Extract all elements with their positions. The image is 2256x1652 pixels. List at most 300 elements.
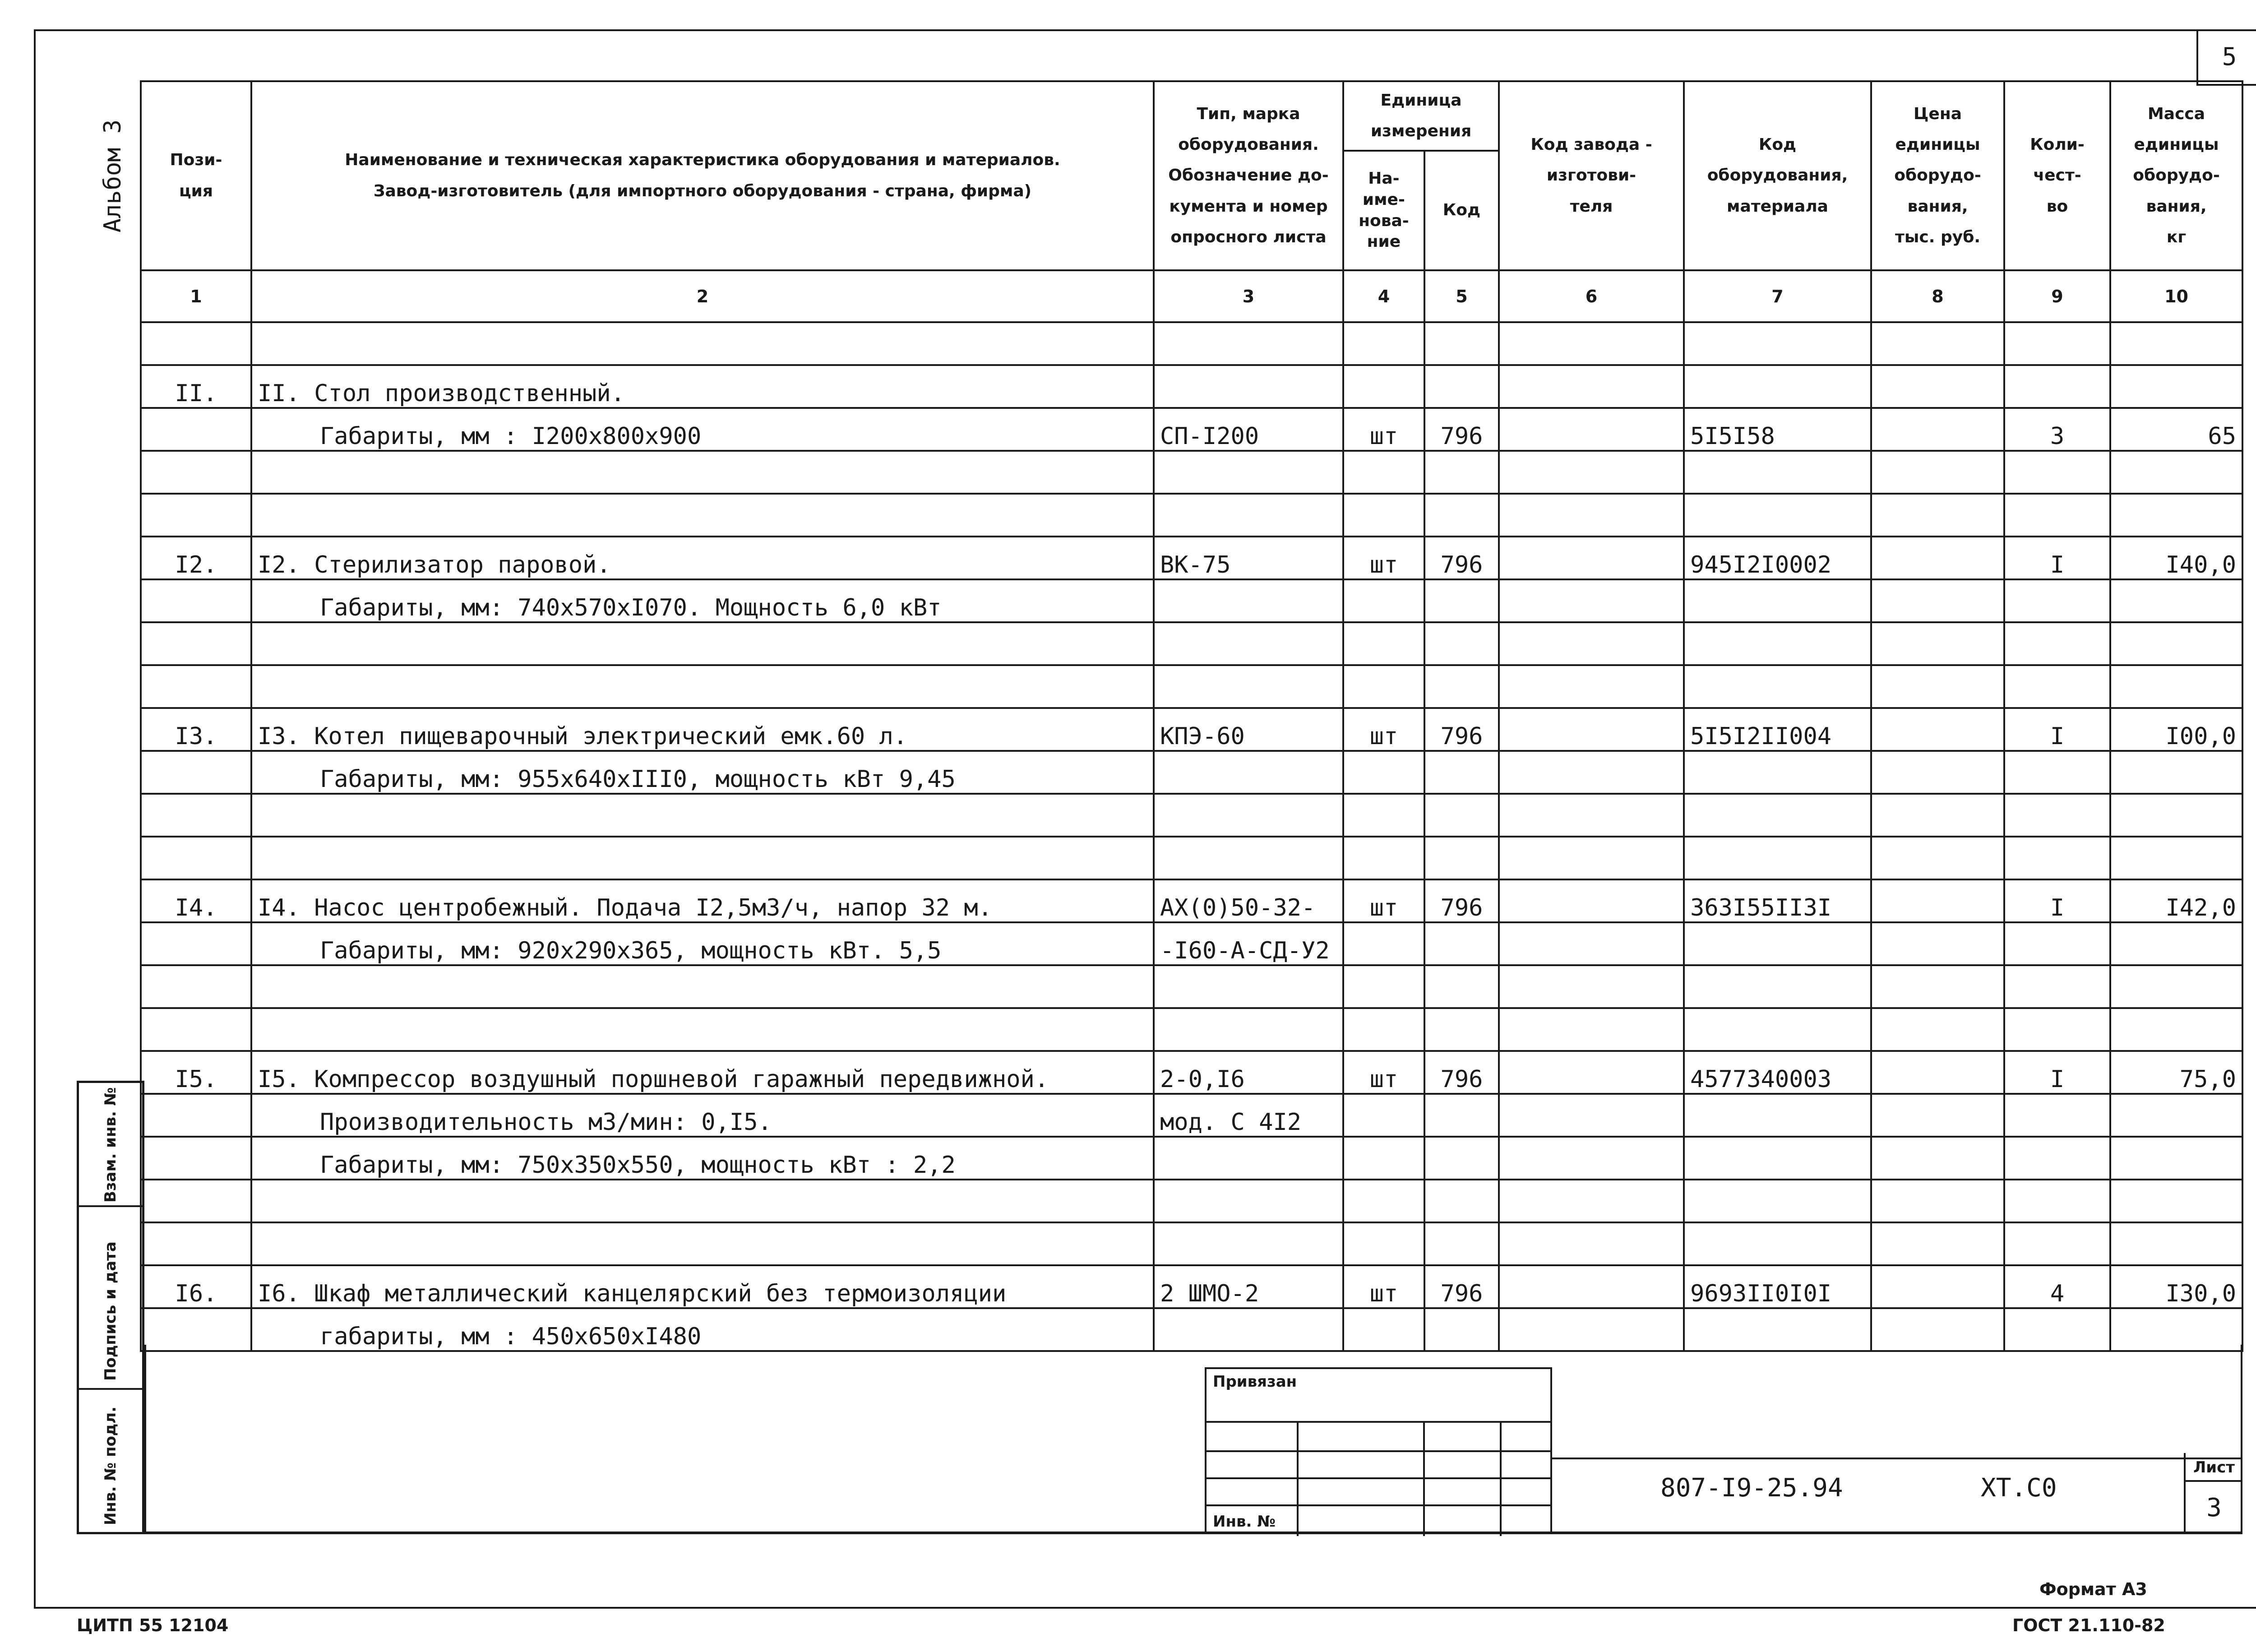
cell-type	[1154, 365, 1343, 408]
cell-unit	[1343, 794, 1424, 837]
cell-factory-code	[1499, 794, 1684, 837]
cell-material-code	[1684, 451, 1871, 494]
cell-mass	[2110, 365, 2242, 408]
h-c7-line: Код	[1758, 135, 1797, 154]
album-label	[86, 108, 140, 244]
cell-position: I4.	[141, 879, 251, 922]
cell-type	[1154, 1180, 1343, 1222]
cell-material-code	[1684, 965, 1871, 1008]
footer-gost: ГОСТ 21.110-82	[2012, 1615, 2165, 1635]
header-price	[1871, 81, 2004, 270]
cell-unit: шт	[1343, 537, 1424, 579]
cell-factory-code	[1499, 922, 1684, 965]
h-c8-line: тыс. руб.	[1895, 228, 1981, 247]
cell-unit-code	[1424, 1137, 1499, 1180]
cell-quantity: I	[2004, 537, 2110, 579]
cell-unit-code	[1424, 794, 1499, 837]
cell-mass	[2110, 1180, 2242, 1222]
cell-type	[1154, 751, 1343, 794]
cell-quantity	[2004, 922, 2110, 965]
table-row	[141, 451, 2242, 494]
table-row	[141, 579, 2242, 622]
cell-name	[251, 665, 1154, 708]
table-row	[141, 1137, 2242, 1180]
cell-quantity	[2004, 837, 2110, 879]
cell-unit-code	[1424, 751, 1499, 794]
header-unit-code: Код	[1442, 201, 1481, 220]
cell-mass	[2110, 579, 2242, 622]
table-row	[141, 1180, 2242, 1222]
cell-factory-code	[1499, 622, 1684, 665]
cell-mass: 75,0	[2110, 1051, 2242, 1094]
table-row	[141, 794, 2242, 837]
cell-material-code	[1684, 1222, 1871, 1265]
cell-position	[141, 579, 251, 622]
cell-price	[1871, 408, 2004, 451]
cell-position	[141, 794, 251, 837]
side-label-original: Инв. № подл.	[102, 1406, 120, 1525]
cell-material-code	[1684, 1008, 1871, 1051]
cell-name	[251, 1180, 1154, 1222]
cell-unit	[1343, 322, 1424, 365]
table-row	[141, 922, 2242, 965]
cell-position: I3.	[141, 708, 251, 751]
cell-unit	[1343, 1222, 1424, 1265]
cell-unit-code	[1424, 965, 1499, 1008]
cell-factory-code	[1499, 322, 1684, 365]
cell-mass	[2110, 451, 2242, 494]
h-c4-line: име-	[1362, 190, 1405, 209]
cell-name: габариты, мм : 450x650xI480	[251, 1308, 1154, 1351]
cell-position	[141, 837, 251, 879]
cell-quantity	[2004, 1137, 2110, 1180]
cell-mass: 65	[2110, 408, 2242, 451]
cell-unit: шт	[1343, 408, 1424, 451]
cell-type	[1154, 322, 1343, 365]
cell-material-code	[1684, 365, 1871, 408]
cell-position	[141, 665, 251, 708]
header-material-code	[1684, 81, 1871, 270]
cell-unit-code: 796	[1424, 408, 1499, 451]
column-number: 8	[1871, 270, 2004, 322]
cell-type	[1154, 1222, 1343, 1265]
cell-name: Габариты, мм: 920x290x365, мощность кВт. 5,5	[251, 922, 1154, 965]
h-c10-line: единицы	[2134, 135, 2219, 154]
cell-price	[1871, 1094, 2004, 1137]
cell-material-code	[1684, 922, 1871, 965]
cell-factory-code	[1499, 1051, 1684, 1094]
cell-factory-code	[1499, 879, 1684, 922]
header-quantity	[2004, 81, 2110, 270]
cell-mass	[2110, 1094, 2242, 1137]
cell-material-code: 4577340003	[1684, 1051, 1871, 1094]
cell-unit	[1343, 1094, 1424, 1137]
table-row	[141, 965, 2242, 1008]
cell-unit	[1343, 751, 1424, 794]
cell-name	[251, 494, 1154, 537]
cell-name	[251, 837, 1154, 879]
inventory-label: Инв. №	[1213, 1513, 1276, 1531]
h-c8-line: оборудо-	[1894, 166, 1981, 185]
cell-unit-code	[1424, 622, 1499, 665]
cell-factory-code	[1499, 837, 1684, 879]
table-row	[141, 751, 2242, 794]
table-row	[141, 322, 2242, 365]
cell-mass	[2110, 922, 2242, 965]
cell-material-code	[1684, 794, 1871, 837]
format-label: Формат А3	[2039, 1579, 2147, 1599]
header-position	[141, 81, 251, 270]
cell-unit: шт	[1343, 1265, 1424, 1308]
cell-price	[1871, 1008, 2004, 1051]
cell-material-code	[1684, 837, 1871, 879]
cell-quantity	[2004, 665, 2110, 708]
table-row	[141, 837, 2242, 879]
cell-mass	[2110, 751, 2242, 794]
cell-name: Производительность м3/мин: 0,I5.	[251, 1094, 1154, 1137]
cell-price	[1871, 365, 2004, 408]
cell-factory-code	[1499, 451, 1684, 494]
cell-quantity: I	[2004, 879, 2110, 922]
bottom-frame	[144, 1345, 2242, 1534]
header-type	[1154, 81, 1343, 270]
cell-position	[141, 922, 251, 965]
table-row	[141, 1008, 2242, 1051]
cell-position	[141, 1008, 251, 1051]
cell-unit-code	[1424, 922, 1499, 965]
cell-unit-code	[1424, 1222, 1499, 1265]
cell-mass: I42,0	[2110, 879, 2242, 922]
h-c7-line: материала	[1727, 197, 1828, 216]
h-c8-line: Цена	[1914, 104, 1962, 123]
cell-unit	[1343, 1008, 1424, 1051]
cell-mass	[2110, 965, 2242, 1008]
cell-unit-code	[1424, 1180, 1499, 1222]
cell-position: I6.	[141, 1265, 251, 1308]
table-row	[141, 1222, 2242, 1265]
document-section: ХТ.С0	[1981, 1473, 2057, 1503]
cell-type: ВК-75	[1154, 537, 1343, 579]
h-c4-line: нова-	[1359, 211, 1409, 230]
cell-unit-code: 796	[1424, 1265, 1499, 1308]
cell-position	[141, 1137, 251, 1180]
cell-type	[1154, 1008, 1343, 1051]
cell-factory-code	[1499, 1137, 1684, 1180]
cell-quantity: I	[2004, 708, 2110, 751]
cell-material-code	[1684, 494, 1871, 537]
cell-position	[141, 965, 251, 1008]
cell-type	[1154, 451, 1343, 494]
cell-type: 2-0,I6	[1154, 1051, 1343, 1094]
cell-name	[251, 1222, 1154, 1265]
cell-quantity	[2004, 494, 2110, 537]
cell-price	[1871, 579, 2004, 622]
h-c4g-line: измерения	[1370, 122, 1472, 140]
cell-position: II.	[141, 365, 251, 408]
cell-price	[1871, 794, 2004, 837]
cell-position: I5.	[141, 1051, 251, 1094]
cell-quantity	[2004, 1180, 2110, 1222]
cell-type: мод. С 4I2	[1154, 1094, 1343, 1137]
cell-type	[1154, 965, 1343, 1008]
cell-position	[141, 451, 251, 494]
cell-name	[251, 322, 1154, 365]
side-cell-signature	[79, 1207, 142, 1390]
cell-factory-code	[1499, 965, 1684, 1008]
h-c3-line: Тип, марка	[1197, 104, 1300, 123]
cell-name: II. Стол производственный.	[251, 365, 1154, 408]
cell-position	[141, 751, 251, 794]
h-c8-line: вания,	[1907, 197, 1968, 216]
cell-unit	[1343, 494, 1424, 537]
h-c3-line: оборудования.	[1178, 135, 1319, 154]
document-code: 807-I9-25.94	[1660, 1473, 1843, 1503]
column-number: 7	[1684, 270, 1871, 322]
h-c6-line: теля	[1570, 197, 1613, 216]
cell-type: -I60-А-СД-У2	[1154, 922, 1343, 965]
cell-material-code	[1684, 579, 1871, 622]
sheet-label: Лист	[2186, 1453, 2242, 1482]
cell-mass	[2110, 794, 2242, 837]
cell-price	[1871, 1137, 2004, 1180]
cell-position: I2.	[141, 537, 251, 579]
column-number: 6	[1499, 270, 1684, 322]
cell-price	[1871, 837, 2004, 879]
cell-mass	[2110, 322, 2242, 365]
header-unit-title	[1344, 82, 1498, 152]
cell-quantity	[2004, 1222, 2110, 1265]
cell-factory-code	[1499, 1008, 1684, 1051]
page-number: 5	[2196, 29, 2256, 86]
cell-position	[141, 1222, 251, 1265]
cell-factory-code	[1499, 1265, 1684, 1308]
table-row	[141, 665, 2242, 708]
cell-type	[1154, 1137, 1343, 1180]
cell-unit-code	[1424, 494, 1499, 537]
cell-price	[1871, 965, 2004, 1008]
sheet-box	[2184, 1453, 2242, 1534]
cell-price	[1871, 1180, 2004, 1222]
table-row	[141, 1265, 2242, 1308]
cell-mass	[2110, 1222, 2242, 1265]
h-c10-line: кг	[2166, 228, 2187, 247]
cell-unit	[1343, 837, 1424, 879]
cell-mass	[2110, 494, 2242, 537]
cell-name: Габариты, мм: 740x570xI070. Мощность 6,0 кВт	[251, 579, 1154, 622]
cell-name: I2. Стерилизатор паровой.	[251, 537, 1154, 579]
sheet-number: 3	[2206, 1493, 2222, 1522]
cell-price	[1871, 665, 2004, 708]
cell-unit-code	[1424, 665, 1499, 708]
cell-quantity	[2004, 794, 2110, 837]
cell-material-code	[1684, 1094, 1871, 1137]
cell-price	[1871, 708, 2004, 751]
h-c2-line: Наименование и техническая характеристика оборудования и материалов.	[345, 151, 1060, 170]
column-number: 2	[251, 270, 1154, 322]
cell-quantity	[2004, 1008, 2110, 1051]
cell-unit-code: 796	[1424, 879, 1499, 922]
cell-material-code: 5I5I2II004	[1684, 708, 1871, 751]
cell-quantity	[2004, 965, 2110, 1008]
cell-name: Габариты, мм: 955x640xIII0, мощность кВт 9,45	[251, 751, 1154, 794]
cell-name	[251, 794, 1154, 837]
cell-type	[1154, 794, 1343, 837]
cell-quantity	[2004, 579, 2110, 622]
cell-unit	[1343, 579, 1424, 622]
h-c9-line: чест-	[2033, 166, 2081, 185]
cell-type	[1154, 494, 1343, 537]
cell-mass: I40,0	[2110, 537, 2242, 579]
cell-quantity	[2004, 365, 2110, 408]
cell-quantity: 3	[2004, 408, 2110, 451]
cell-unit-code	[1424, 322, 1499, 365]
cell-price	[1871, 1051, 2004, 1094]
footer-code: ЦИТП 55 12104	[77, 1615, 229, 1635]
table-row	[141, 1051, 2242, 1094]
cell-quantity	[2004, 322, 2110, 365]
h-c10-line: вания,	[2146, 197, 2207, 216]
cell-mass	[2110, 622, 2242, 665]
table-body	[141, 270, 2242, 1351]
cell-quantity	[2004, 622, 2110, 665]
column-number: 9	[2004, 270, 2110, 322]
linked-label: Привязан	[1213, 1373, 1297, 1391]
cell-price	[1871, 451, 2004, 494]
h-c4-line: На-	[1368, 169, 1400, 188]
cell-unit	[1343, 965, 1424, 1008]
cell-unit	[1343, 622, 1424, 665]
cell-name: I5. Компрессор воздушный поршневой гаражный передвижной.	[251, 1051, 1154, 1094]
column-number: 10	[2110, 270, 2242, 322]
cell-price	[1871, 322, 2004, 365]
table-row	[141, 537, 2242, 579]
cell-type	[1154, 579, 1343, 622]
h-c10-line: оборудо-	[2133, 166, 2220, 185]
header-unit-name	[1344, 152, 1425, 269]
cell-mass	[2110, 1137, 2242, 1180]
cell-price	[1871, 922, 2004, 965]
cell-price	[1871, 751, 2004, 794]
cell-unit: шт	[1343, 1051, 1424, 1094]
h-c9-line: Коли-	[2030, 135, 2085, 154]
cell-factory-code	[1499, 1222, 1684, 1265]
cell-mass	[2110, 837, 2242, 879]
cell-factory-code	[1499, 365, 1684, 408]
column-number: 1	[141, 270, 251, 322]
cell-unit	[1343, 1180, 1424, 1222]
cell-material-code	[1684, 1180, 1871, 1222]
cell-mass	[2110, 1008, 2242, 1051]
cell-price	[1871, 494, 2004, 537]
cell-quantity	[2004, 751, 2110, 794]
column-number-row	[141, 270, 2242, 322]
h-c3-line: Обозначение до-	[1168, 166, 1329, 185]
cell-name	[251, 622, 1154, 665]
header-row	[141, 81, 2242, 270]
h-c3-line: кумента и номер	[1169, 197, 1328, 216]
cell-quantity: I	[2004, 1051, 2110, 1094]
h-c1-line: Пози-	[170, 151, 222, 170]
cell-material-code: 363I55II3I	[1684, 879, 1871, 922]
cell-material-code	[1684, 665, 1871, 708]
cell-type: СП-I200	[1154, 408, 1343, 451]
cell-factory-code	[1499, 708, 1684, 751]
cell-position	[141, 322, 251, 365]
cell-unit-code: 796	[1424, 537, 1499, 579]
cell-type: АХ(0)50-32-	[1154, 879, 1343, 922]
cell-unit	[1343, 665, 1424, 708]
h-c1-line: ция	[179, 181, 213, 200]
table-row	[141, 622, 2242, 665]
header-unit-group	[1343, 81, 1499, 270]
cell-price	[1871, 1265, 2004, 1308]
side-label-signature: Подпись и дата	[102, 1241, 120, 1381]
table-row	[141, 494, 2242, 537]
header-factory-code	[1499, 81, 1684, 270]
cell-factory-code	[1499, 1180, 1684, 1222]
h-c6-line: изготови-	[1546, 166, 1637, 185]
cell-type	[1154, 837, 1343, 879]
cell-material-code	[1684, 622, 1871, 665]
cell-name: I3. Котел пищеварочный электрический емк.60 л.	[251, 708, 1154, 751]
title-block-divider	[1552, 1458, 2242, 1459]
cell-material-code: 9693II0I0I	[1684, 1265, 1871, 1308]
column-number: 4	[1343, 270, 1424, 322]
h-c6-line: Код завода -	[1530, 135, 1652, 154]
cell-position	[141, 1094, 251, 1137]
h-c2-line: Завод-изготовитель (для импортного оборудования - страна, фирма)	[373, 181, 1032, 200]
table-row	[141, 408, 2242, 451]
table-row	[141, 1094, 2242, 1137]
cell-unit-code	[1424, 451, 1499, 494]
cell-name	[251, 965, 1154, 1008]
table-row	[141, 879, 2242, 922]
cell-material-code: 945I2I0002	[1684, 537, 1871, 579]
cell-factory-code	[1499, 408, 1684, 451]
cell-unit	[1343, 922, 1424, 965]
cell-price	[1871, 879, 2004, 922]
cell-factory-code	[1499, 494, 1684, 537]
h-c10-line: Масса	[2147, 104, 2205, 123]
h-c9-line: во	[2046, 197, 2068, 216]
cell-position	[141, 1180, 251, 1222]
cell-unit-code	[1424, 1094, 1499, 1137]
h-c8-line: единицы	[1895, 135, 1980, 154]
cell-price	[1871, 622, 2004, 665]
cell-quantity: 4	[2004, 1265, 2110, 1308]
cell-price	[1871, 1222, 2004, 1265]
album-text: Альбом 3	[99, 119, 126, 233]
cell-quantity	[2004, 1094, 2110, 1137]
cell-material-code	[1684, 1137, 1871, 1180]
cell-type: 2 ШМО-2	[1154, 1265, 1343, 1308]
header-name	[251, 81, 1154, 270]
cell-unit-code: 796	[1424, 1051, 1499, 1094]
cell-type	[1154, 622, 1343, 665]
side-label-replacement: Взам. инв. №	[102, 1087, 120, 1203]
cell-name: I6. Шкаф металлический канцелярский без термоизоляции	[251, 1265, 1154, 1308]
cell-unit-code	[1424, 365, 1499, 408]
cell-unit-code	[1424, 837, 1499, 879]
linked-stamp	[1205, 1367, 1552, 1534]
cell-unit-code	[1424, 1008, 1499, 1051]
cell-factory-code	[1499, 1094, 1684, 1137]
side-cell-replacement	[79, 1083, 142, 1207]
cell-price	[1871, 537, 2004, 579]
cell-unit	[1343, 451, 1424, 494]
cell-name: I4. Насос центробежный. Подача I2,5м3/ч, напор 32 м.	[251, 879, 1154, 922]
cell-unit	[1343, 365, 1424, 408]
